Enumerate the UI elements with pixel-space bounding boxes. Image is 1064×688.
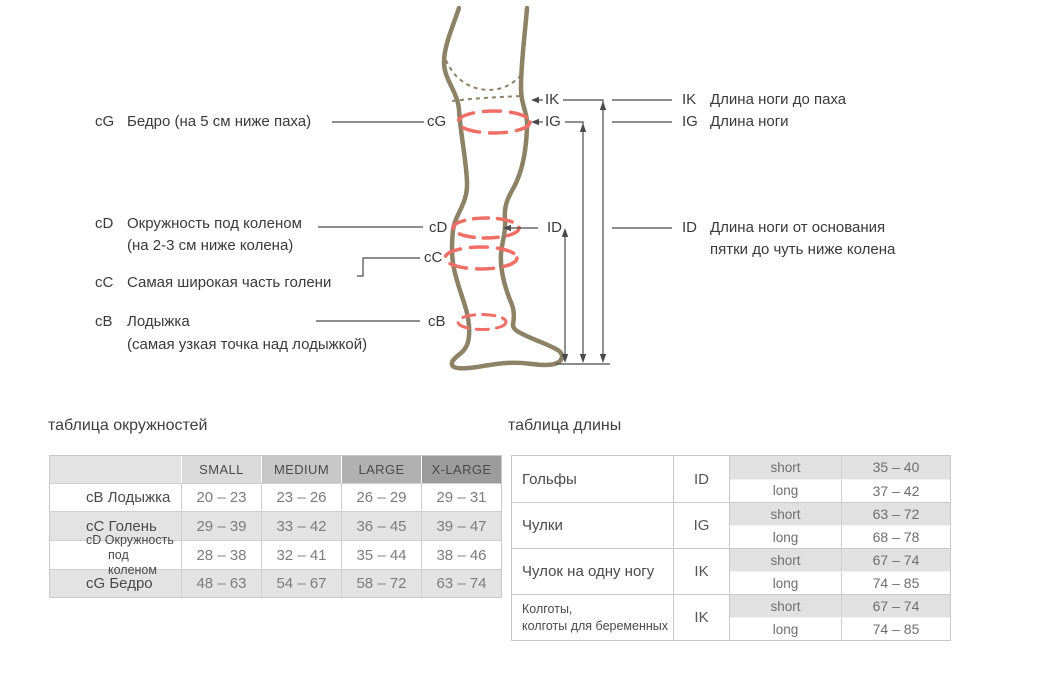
circumference-header-corner — [50, 456, 181, 483]
ik-up-arrowhead — [600, 101, 606, 110]
subrow-value: 74 – 85 — [841, 572, 950, 594]
label-ik-code: IK — [682, 91, 697, 108]
length-subtable — [729, 595, 950, 640]
cell-value: 29 – 39 — [181, 512, 261, 540]
label-cd-code: cD — [95, 215, 114, 232]
marker-cc: cC — [424, 249, 443, 266]
marker-id: ID — [547, 219, 562, 236]
subrow-label: short — [770, 459, 801, 475]
product-name: Чулки — [522, 517, 563, 534]
label-id-note: пятки до чуть ниже колена — [710, 241, 896, 258]
marker-cg: cG — [427, 113, 447, 130]
column-header-medium: MEDIUM — [261, 456, 341, 483]
measure-code: IK — [673, 595, 729, 640]
subrow-value: 67 – 74 — [841, 595, 950, 617]
leg-outline — [444, 8, 562, 368]
cell-value: 48 – 63 — [181, 570, 261, 597]
cell-value: 54 – 67 — [261, 570, 341, 597]
subrow-long — [730, 526, 950, 548]
label-cd-below-knee — [95, 216, 302, 232]
subrow-label: short — [770, 552, 801, 568]
subrow-value: 67 – 74 — [841, 549, 950, 571]
cell-value: 38 – 46 — [421, 541, 501, 569]
product-name: Чулок на одну ногу — [522, 563, 655, 580]
label-cg-thigh — [95, 114, 311, 130]
subrow-short — [730, 456, 950, 480]
product-name — [512, 595, 673, 640]
subrow-label: long — [772, 575, 799, 591]
subrow-value: 63 – 72 — [841, 503, 950, 525]
row-label: cG Бедро — [86, 575, 153, 592]
cc-calf-ellipse — [445, 247, 517, 269]
cell-value: 39 – 47 — [421, 512, 501, 540]
product-name-line2: колготы для беременных — [522, 618, 669, 633]
label-cg-code: cG — [95, 113, 115, 130]
subrow-long — [730, 572, 950, 594]
label-cb-code: cB — [95, 313, 113, 330]
label-cd-text: Окружность под коленом — [127, 215, 302, 232]
label-ig-text: Длина ноги — [710, 113, 789, 130]
cell-value: 63 – 74 — [421, 570, 501, 597]
cc-connector-line — [357, 258, 420, 276]
circumference-header-row — [50, 456, 501, 483]
table-row-cb-ankle — [50, 483, 501, 511]
label-cc-code: cC — [95, 274, 114, 291]
label-ig-code: IG — [682, 113, 698, 130]
cell-value: 36 – 45 — [341, 512, 421, 540]
row-label — [50, 532, 181, 577]
subrow-long — [730, 480, 950, 503]
label-ik-leg-length-groin — [682, 92, 846, 108]
cell-value: 23 – 26 — [261, 484, 341, 511]
circumference-table-title: таблица окружностей — [48, 417, 208, 434]
marker-ig: IG — [545, 113, 561, 130]
cell-value: 32 – 41 — [261, 541, 341, 569]
label-cd-note: (на 2-3 см ниже колена) — [127, 237, 294, 254]
gluteal-fold-dashed-line — [446, 60, 522, 90]
marker-cd: cD — [429, 219, 448, 236]
label-cc-calf — [95, 275, 331, 291]
label-id-leg-length-knee — [682, 220, 885, 236]
table-row-kolgoty — [512, 594, 950, 640]
ig-dimension-line — [565, 122, 583, 361]
groin-level-dashed-line — [452, 96, 522, 101]
cell-value: 33 – 42 — [261, 512, 341, 540]
marker-cb: cB — [428, 313, 446, 330]
cell-value: 29 – 31 — [421, 484, 501, 511]
subrow-short — [730, 549, 950, 572]
cb-ankle-ellipse — [458, 315, 506, 330]
column-header-small: SMALL — [181, 456, 261, 483]
table-row-chulok-one-leg — [512, 548, 950, 594]
subrow-long — [730, 618, 950, 640]
label-id-code: ID — [682, 219, 697, 236]
cell-value: 35 – 44 — [341, 541, 421, 569]
subrow-short — [730, 503, 950, 526]
subrow-label: short — [770, 506, 801, 522]
length-subtable — [729, 503, 950, 548]
length-subtable — [729, 456, 950, 502]
subrow-value: 68 – 78 — [841, 526, 950, 548]
column-header-large: LARGE — [341, 456, 421, 483]
label-ik-text: Длина ноги до паха — [710, 91, 847, 108]
table-row-golfy — [512, 456, 950, 502]
table-row-cg-thigh — [50, 569, 501, 597]
subrow-value: 74 – 85 — [841, 618, 950, 640]
subrow-short — [730, 595, 950, 618]
ig-left-arrowhead — [531, 119, 539, 125]
label-cc-text: Самая широкая часть голени — [127, 274, 332, 291]
row-label-line2: под коленом — [108, 547, 157, 577]
cell-value: 28 – 38 — [181, 541, 261, 569]
subrow-label: long — [772, 483, 799, 499]
length-subtable — [729, 549, 950, 594]
ig-up-arrowhead — [580, 123, 586, 132]
label-cb-ankle — [95, 314, 190, 330]
subrow-value: 35 – 40 — [841, 456, 950, 479]
length-table-title: таблица длины — [508, 417, 622, 434]
label-id-text: Длина ноги от основания — [710, 219, 886, 236]
label-ig-leg-length — [682, 114, 789, 130]
marker-ik: IK — [545, 91, 560, 108]
row-label: cB Лодыжка — [86, 489, 171, 506]
cell-value: 20 – 23 — [181, 484, 261, 511]
subrow-value: 37 – 42 — [841, 480, 950, 503]
subrow-label: long — [772, 529, 799, 545]
measure-code: ID — [673, 456, 729, 502]
cell-value: 58 – 72 — [341, 570, 421, 597]
circumference-table — [49, 455, 502, 598]
measure-code: IG — [673, 503, 729, 548]
ik-down-arrowhead — [600, 354, 606, 363]
ig-down-arrowhead — [580, 354, 586, 363]
cell-value: 26 – 29 — [341, 484, 421, 511]
column-header-xlarge: X-LARGE — [421, 456, 501, 483]
product-name: Гольфы — [522, 470, 577, 488]
row-label: cC Голень — [86, 517, 157, 535]
product-name-line1: Колготы, — [522, 601, 573, 616]
label-cg-text: Бедро (на 5 см ниже паха) — [127, 113, 312, 130]
label-cb-text: Лодыжка — [127, 313, 190, 330]
subrow-label: long — [772, 621, 799, 637]
cg-thigh-ellipse — [458, 111, 530, 133]
measure-code: IK — [673, 549, 729, 594]
ik-left-arrowhead — [531, 97, 539, 103]
table-row-chulki — [512, 502, 950, 548]
table-row-cd-below-knee — [50, 532, 501, 577]
id-up-arrowhead — [562, 228, 568, 237]
length-table — [511, 455, 951, 641]
row-label-line1: cD Окружность — [86, 532, 174, 547]
label-cb-note: (самая узкая точка над лодыжкой) — [127, 336, 368, 353]
subrow-label: short — [770, 598, 801, 614]
